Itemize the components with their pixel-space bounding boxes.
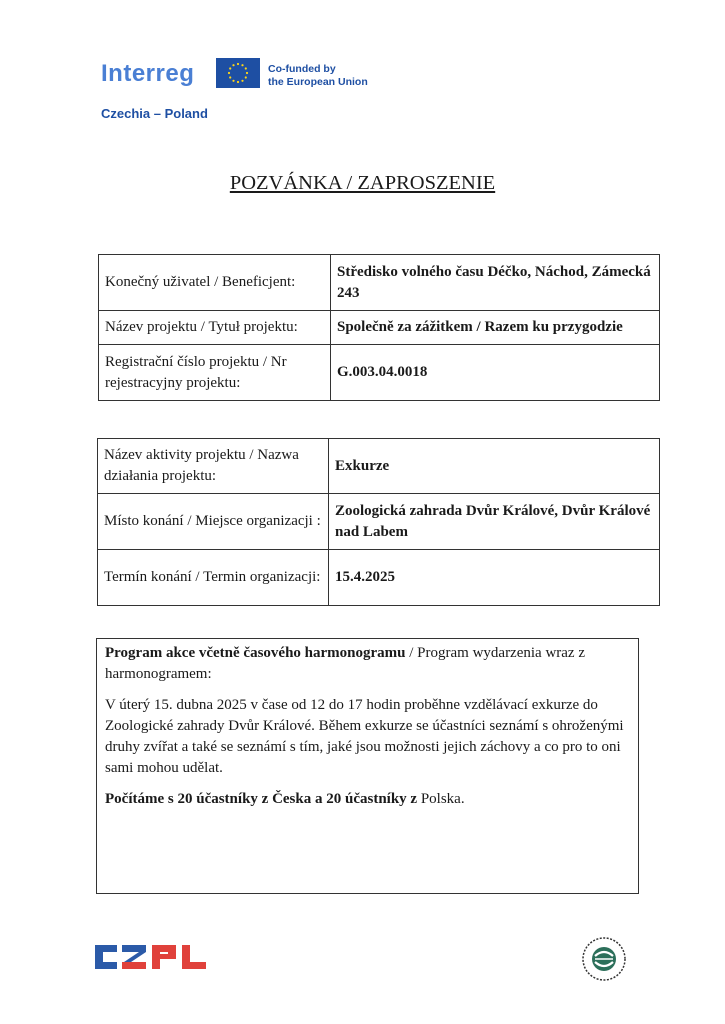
- eu-star-icon: [241, 80, 243, 82]
- eu-star-icon: [232, 64, 234, 66]
- eu-star-icon: [229, 76, 231, 78]
- project-info-table: [98, 254, 660, 401]
- eu-star-icon: [237, 63, 239, 65]
- table-row: [99, 345, 660, 401]
- cofunded-line-2: the European Union: [268, 76, 368, 88]
- table-label: Název aktivity projektu / Nazwa działania projektu:: [98, 439, 329, 494]
- page-title-text: POZVÁNKA / ZAPROSZENIE: [229, 172, 496, 194]
- table-label: Místo konání / Miejsce organizacji :: [98, 494, 329, 550]
- eu-star-icon: [229, 67, 231, 69]
- cofunded-text: [268, 63, 368, 89]
- eu-star-icon: [237, 81, 239, 83]
- table-row: [98, 439, 660, 494]
- eu-star-icon: [246, 72, 248, 74]
- eu-star-icon: [245, 76, 247, 78]
- table-row: [98, 494, 660, 550]
- eu-star-icon: [245, 67, 247, 69]
- program-participants: [105, 789, 630, 810]
- table-label: Název projektu / Tytuł projektu:: [99, 311, 331, 345]
- eu-star-icon: [241, 64, 243, 66]
- program-paragraph: V úterý 15. dubna 2025 v čase od 12 do 17 hodin proběhne vzdělávací exkurze do Zoologické zahrady Dvůr Králové. Během exkurze se účastníci seznámí s ohroženými druhy zvířat a také se seznámí s tím, jaké jsou možnosti jejich záchovy a co pro to oni sami mohou udělat.: [105, 697, 624, 776]
- participants-rest: Polska.: [417, 791, 465, 807]
- euroregion-glacensis-logo: [581, 936, 627, 982]
- table-row: [99, 255, 660, 311]
- program-box: [96, 638, 639, 894]
- table-value: Středisko volného času Déčko, Náchod, Zámecká 243: [331, 255, 660, 311]
- table-value: Společně za zážitkem / Razem ku przygodzie: [331, 311, 660, 345]
- eu-star-icon: [228, 72, 230, 74]
- table-value: Zoologická zahrada Dvůr Králové, Dvůr Králové nad Labem: [329, 494, 660, 550]
- table-label: Konečný uživatel / Beneficjent:: [99, 255, 331, 311]
- czpl-logo: [95, 942, 211, 972]
- table-value: 15.4.2025: [329, 550, 660, 606]
- cofunded-line-1: Co-funded by: [268, 63, 336, 75]
- eu-star-icon: [232, 80, 234, 82]
- table-label: Termín konání / Termin organizacji:: [98, 550, 329, 606]
- table-row: [99, 311, 660, 345]
- table-label: Registrační číslo projektu / Nr rejestracyjny projektu:: [99, 345, 331, 401]
- program-name: Czechia – Poland: [101, 106, 208, 121]
- table-value: G.003.04.0018: [331, 345, 660, 401]
- program-heading-bold: Program akce včetně časového harmonogramu: [105, 645, 406, 661]
- table-row: [98, 550, 660, 606]
- table-value: Exkurze: [329, 439, 660, 494]
- participants-bold: Počítáme s 20 účastníky z Česka a 20 účastníky z: [105, 791, 418, 807]
- page-title: [0, 172, 725, 195]
- program-heading: [105, 643, 630, 685]
- eu-flag-icon: [216, 58, 260, 88]
- program-heading-rest: / Program wydarzenia wraz z harmonogramem:: [105, 645, 586, 682]
- interreg-logo: Interreg: [101, 60, 195, 87]
- activity-info-table: [97, 438, 660, 606]
